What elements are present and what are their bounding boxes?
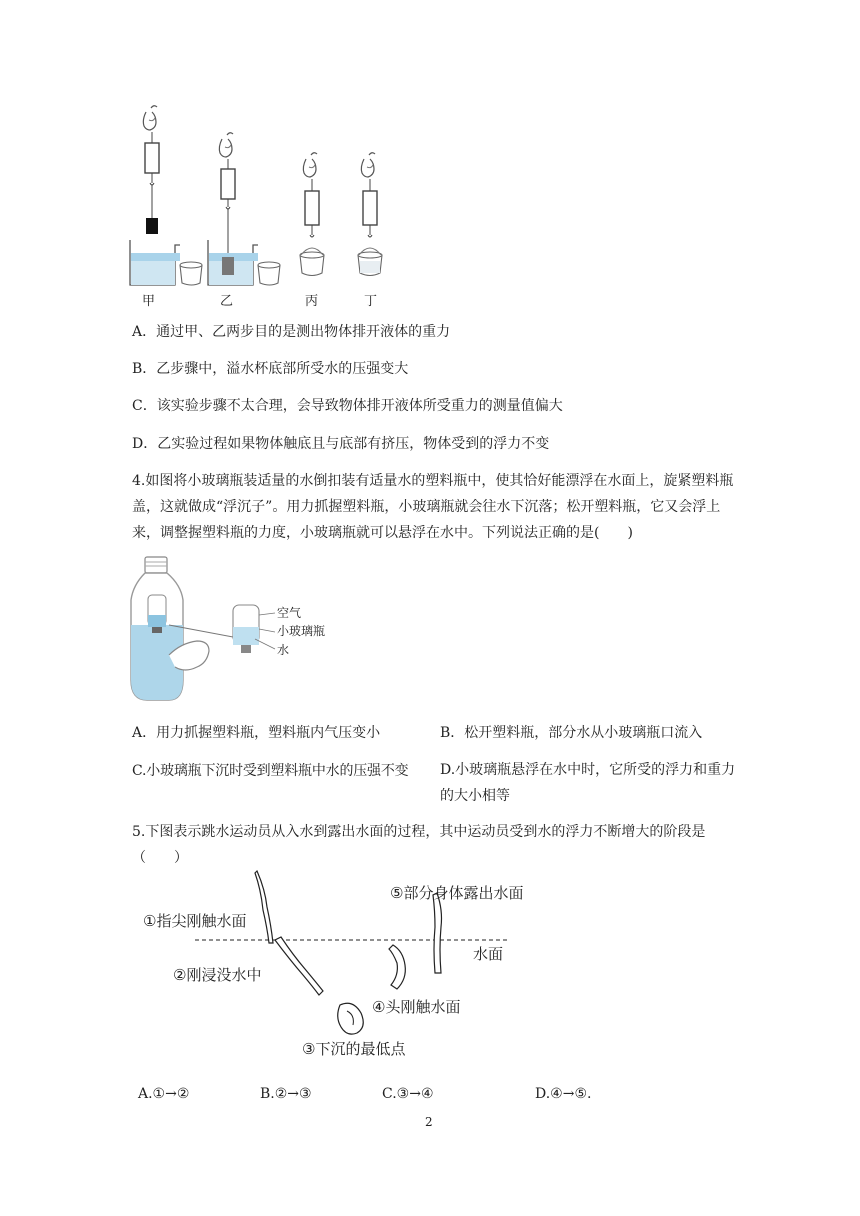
label-stage-4: ④头刚触水面 xyxy=(372,998,461,1016)
apparatus-yi xyxy=(208,133,280,285)
spring-scale-illustration xyxy=(120,95,400,310)
label-yi: 乙 xyxy=(220,294,234,309)
label-stage-3: ③下沉的最低点 xyxy=(302,1040,406,1058)
q4-option-c: C.小玻璃瓶下沉时受到塑料瓶中水的压强不变 xyxy=(132,763,409,779)
q3-option-c: C．该实验步骤不太合理，会导致物体排开液体所受重力的测量值偏大 xyxy=(132,398,563,414)
q5-option-a: A.①→② xyxy=(138,1086,190,1102)
label-water: 水 xyxy=(277,643,290,657)
q4-option-a: A．用力抓握塑料瓶，塑料瓶内气压变小 xyxy=(132,725,381,741)
q4-option-d: D.小玻璃瓶悬浮在水中时，它所受的浮力和重力的大小相等 xyxy=(440,762,736,804)
apparatus-jia xyxy=(130,106,202,285)
figure-spring-scale xyxy=(120,95,400,310)
diver-illustration xyxy=(125,555,385,705)
page-number: 2 xyxy=(425,1115,433,1129)
q3-option-d: D．乙实验过程如果物体触底且与底部有挤压，物体受到的浮力不变 xyxy=(132,436,550,452)
q4-option-b: B．松开塑料瓶，部分水从小玻璃瓶口流入 xyxy=(440,725,703,741)
label-bing: 丙 xyxy=(305,294,319,309)
figure-cartesian-diver xyxy=(125,555,385,705)
label-jia: 甲 xyxy=(142,294,156,309)
label-ding: 丁 xyxy=(364,294,378,309)
label-stage-5: ⑤部分身体露出水面 xyxy=(390,884,524,902)
label-small-bottle: 小玻璃瓶 xyxy=(277,624,326,638)
q5-option-b: B.②→③ xyxy=(260,1086,312,1102)
label-air: 空气 xyxy=(277,606,302,620)
apparatus-ding xyxy=(358,153,382,276)
q5-option-d: D.④→⑤. xyxy=(535,1086,592,1102)
q3-option-a: A．通过甲、乙两步目的是测出物体排开液体的重力 xyxy=(132,324,451,340)
apparatus-bing xyxy=(300,153,324,276)
q5-stem: 5.下图表示跳水运动员从入水到露出水面的过程，其中运动员受到水的浮力不断增大的阶段是（ ） xyxy=(132,824,706,866)
label-stage-1: ①指尖刚触水面 xyxy=(143,912,247,930)
q3-option-b: B．乙步骤中，溢水杯底部所受水的压强变大 xyxy=(132,361,409,377)
label-water-surface: 水面 xyxy=(473,945,504,963)
q4-stem: 4.如图将小玻璃瓶装适量的水倒扣装有适量水的塑料瓶中，使其恰好能漂浮在水面上，旋紧塑料瓶盖，这就做成“浮沉子”。用力抓握塑料瓶，小玻璃瓶就会往水下沉落；松开塑料瓶，它又会浮上来，调整握塑料瓶的力度，小玻璃瓶就可以悬浮在水中。下列说法正确的是( ) xyxy=(132,473,734,541)
figure-diver xyxy=(135,865,535,1075)
q5-option-c: C.③→④ xyxy=(382,1086,434,1102)
label-stage-2: ②刚浸没水中 xyxy=(173,966,262,984)
